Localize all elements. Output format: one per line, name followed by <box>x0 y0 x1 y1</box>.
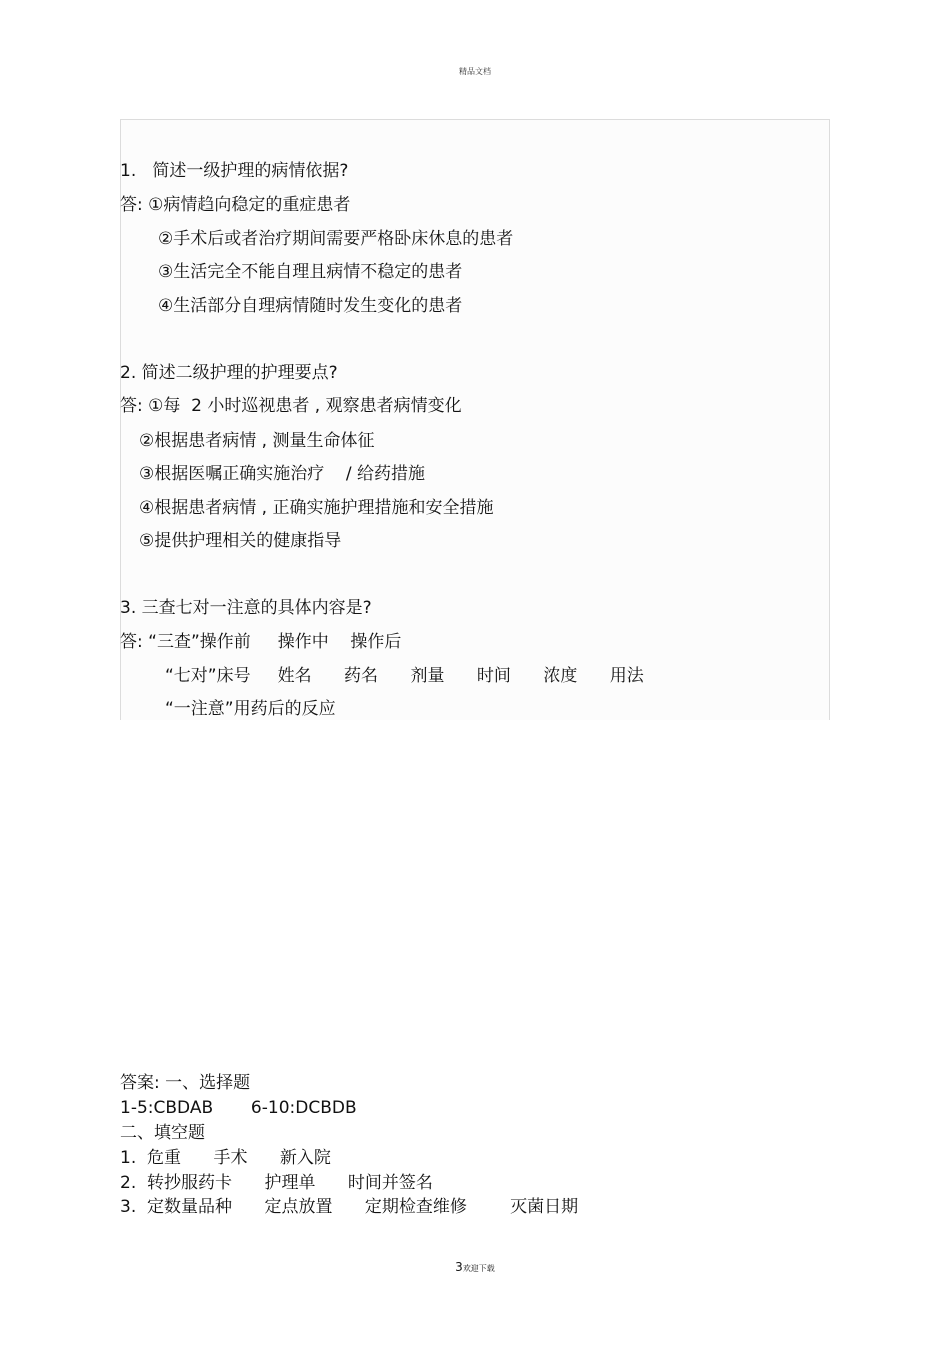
page-header: 精品文档 <box>459 67 491 76</box>
answer-key-line-5: 2. 转抄服药卡 护理单 时间并签名 <box>120 1173 433 1193</box>
answer-2-line-1: 答: ①每 2 小时巡视患者 , 观察患者病情变化 <box>120 396 462 416</box>
answer-2-line-3: ③根据医嘱正确实施治疗 / 给药措施 <box>139 464 425 484</box>
answer-key-line-1: 答案: 一、选择题 <box>120 1073 251 1093</box>
question-3: 3. 三查七对一注意的具体内容是? <box>120 598 372 618</box>
answer-1-line-4: ④生活部分自理病情随时发生变化的患者 <box>158 296 463 316</box>
answer-2-line-5: ⑤提供护理相关的健康指导 <box>139 531 342 551</box>
answer-key-line-6: 3. 定数量品种 定点放置 定期检查维修 灭菌日期 <box>120 1197 579 1217</box>
answer-3-line-1: 答: “三查”操作前 操作中 操作后 <box>120 632 402 652</box>
answer-key-line-2: 1-5:CBDAB 6-10:DCBDB <box>120 1098 357 1118</box>
answer-1-line-2: ②手术后或者治疗期间需要严格卧床休息的患者 <box>158 229 514 249</box>
answer-key-line-3: 二、填空题 <box>120 1123 205 1143</box>
answer-3-line-2: “七对”床号 姓名 药名 剂量 时间 浓度 用法 <box>165 666 644 686</box>
page-footer <box>0 1260 950 1274</box>
answer-2-line-2: ②根据患者病情 , 测量生命体征 <box>139 431 375 451</box>
answer-2-line-4: ④根据患者病情 , 正确实施护理措施和安全措施 <box>139 498 494 518</box>
page-number: 3 <box>455 1260 463 1274</box>
answer-1-line-1: 答: ①病情趋向稳定的重症患者 <box>120 195 351 215</box>
answer-key-line-4: 1. 危重 手术 新入院 <box>120 1148 331 1168</box>
question-1: 1. 简述一级护理的病情依据? <box>120 161 349 181</box>
footer-text: 欢迎下载 <box>462 1264 495 1273</box>
answer-1-line-3: ③生活完全不能自理且病情不稳定的患者 <box>158 262 463 282</box>
answer-3-line-3: “一注意”用药后的反应 <box>165 699 336 719</box>
question-2: 2. 简述二级护理的护理要点? <box>120 363 338 383</box>
